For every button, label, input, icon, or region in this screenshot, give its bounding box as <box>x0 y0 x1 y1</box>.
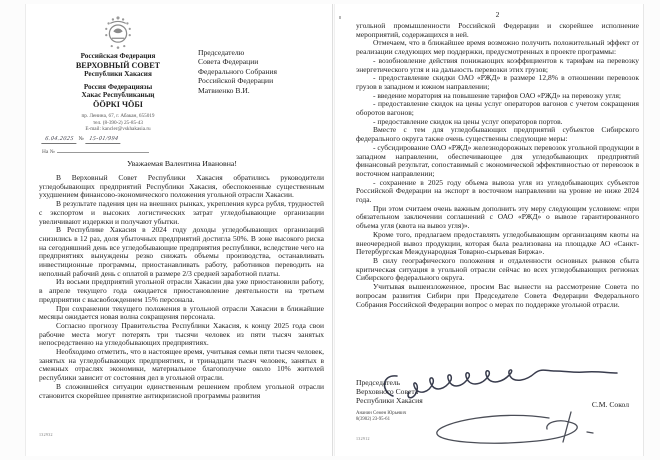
letterhead-org-kh: ӦӦРКІ ЧӦБІ <box>93 99 143 109</box>
reference-blank-line <box>57 147 149 153</box>
signature-scribble-icon <box>379 364 625 406</box>
page1-body <box>39 174 324 400</box>
khakassia-coat-of-arms-icon <box>38 14 198 50</box>
addressee-block <box>198 48 323 95</box>
paragraph: Из восьми предприятий угольной отрасли Хакасии два уже приостановили работу, в апреле текущего года ожидается приостановление деятельности на третьем предприятии с высвобождением 15% персонала. <box>39 277 324 304</box>
letterhead <box>38 14 198 155</box>
scan-artifact <box>339 16 341 19</box>
paragraph: В Верховный Совет Республики Хакасия обратились руководители угледобывающих предприятий Республики Хакасия, обеспокоенные существенным ухудшением финансово-экономического положения угольной отрасли Хакасии. <box>39 173 324 200</box>
letterhead-org: ВЕРХОВНЫЙ СОВЕТ <box>75 60 161 70</box>
letterhead-email: E-mail: kancler@vskhakasia.ru <box>85 126 151 132</box>
paragraph: В Республике Хакасия в 2024 году доходы угледобывающих организаций снизились в 12 раз, доля убыточных предприятий достигла 50%. В зоне высокого риска на сегодняшний день все угледобывающие предприятия республики, вследствие чего на предприятиях вынуждены резко снижать объемы производства, останавливать инвестиционные программы, приостанавливать работу, работников переводить на неполный рабочий день с оплатой в размере 2/3 средней заработной платы. <box>39 225 324 278</box>
paragraph: угольной промышленности Российской Федерации и скорейшее исполнение мероприятий, содержащихся в ней. <box>356 21 639 39</box>
paragraph: Учитывая вышеизложенное, просим Вас вынести на рассмотрение Совета по вопросам развития Сибири при Председателе Совета Федерации Федерального Собрания Российской Федерации вопрос о мерах по поддержке угольной отрасли. <box>356 282 639 309</box>
letter-page-2 <box>334 4 644 456</box>
letterhead-region-kh: Хакас Республиканың <box>81 91 155 100</box>
contact-phone: 8(3902) 23-95-61 <box>356 417 390 422</box>
paragraph: При сохранении текущего положения в угольной отрасли Хакасии в ближайшие месяцы ожидается новая волна сокращения персонала. <box>39 303 324 322</box>
addressee-name: Матвиенко В.И. <box>198 85 250 95</box>
outgoing-number-row <box>38 136 198 144</box>
contact-block <box>356 411 406 423</box>
paragraph: В силу географического положения и отдаленности основных рынков сбыта критическая ситуация в угольной отрасли сейчас во всех угледобывающих регионах Сибирского федерального округа. <box>356 255 639 283</box>
paragraph: Вместе с тем для угледобывающих предприятий субъектов Сибирского федерального округа также очень существенны следующие меры: <box>356 125 639 144</box>
salutation: Уважаемая Валентина Ивановна! <box>127 159 237 168</box>
letterhead-country: Российская Федерация <box>80 52 156 60</box>
reference-label: На № <box>42 149 55 156</box>
signer-title-line: Республики Хакасия <box>356 396 423 406</box>
list-item: - субсидирование ОАО «РЖД» железнодорожных перевозок угольной продукции в западном направлении, обеспечивающее для угледобывающих предприятий финансовый результат, сопоставимый с экономической эффективностью от перевозок в восточном направлении; <box>356 142 639 178</box>
letter-page-1 <box>25 4 333 456</box>
list-item: - сохранение в 2025 году объема вывоза угля из угледобывающих субъектов Российской Федерации на экспорт в восточном направлении на уровне не ниже 2024 года. <box>356 177 639 205</box>
reference-number-row <box>38 147 198 155</box>
page-number: 2 <box>495 10 500 19</box>
list-item: - возобновление действия понижающих коэффициентов к тарифам на перевозку энергетического угля и на дальность перевозки этих грузов; <box>356 55 639 74</box>
page2-footer-code: 132912 <box>356 436 370 441</box>
addressee-line: Федерального Собрания <box>198 66 277 76</box>
number-sign: № <box>78 136 84 143</box>
page1-footer-code: 132932 <box>39 432 53 437</box>
paragraph: При этом считаем очень важным дополнить эту меру следующим условием: «при обязательном заключении соглашений с ОАО «РЖД» о вывозе гарантированного объема угля (квота на вывоз угля)». <box>356 203 639 231</box>
addressee-line: Председателю <box>198 48 245 57</box>
list-item: - предоставление скидок на цены услуг операторов вагонов с учетом сокращения оборотов вагонов; <box>356 99 639 118</box>
page2-body <box>356 22 639 309</box>
signer-title-line: Председатель <box>356 378 401 387</box>
contact-name: Ананин Семен Юрьевич <box>356 411 407 416</box>
paragraph: Отмечаем, что в ближайшее время возможно получить положительный эффект от реализации следующих мер поддержки, предусмотренных в проекте программы: <box>356 38 639 57</box>
signature-scribble-2-icon <box>429 410 599 450</box>
letterhead-address: пр. Ленина, 67, г. Абакан, 655019 <box>81 113 155 120</box>
paragraph: Кроме того, предлагаем предоставлять угледобывающим организациям квоты на внеочередной вывоз продукции, которая была реализована на площадке АО «Санкт-Петербургская Международная Товарно-сырьевая Биржа». <box>356 229 639 257</box>
list-item: - предоставление скидок на цены услуг операторов портов. <box>373 116 563 126</box>
paragraph: Согласно прогнозу Правительства Республики Хакасия, к концу 2025 года свои рабочие места могут потерять три тысячи человек из пяти тысяч занятых непосредственно на угледобывающих предприятиях. <box>39 320 324 348</box>
paragraph: В результате падения цен на внешних рынках, укрепления курса рубля, трудностей с экспортом и высоких логистических затрат угледобывающие организации увеличивают издержки и получают убытки. <box>39 199 324 226</box>
list-item: - предоставление скидки ОАО «РЖД» в размере 12,8% в отношении перевозок грузов в западном и южном направлении; <box>356 73 639 91</box>
paragraph: Необходимо отметить, что в настоящее время, учитывая семьи пяти тысяч человек, занятых на угледобывающих предприятиях, и тринадцати тысяч человек, занятых в смежных отраслях экономики, материальное благополучие около 10% жителей республики зависит от состояния дел в угольной отрасли. <box>39 347 324 383</box>
addressee-line: Совета Федерации <box>198 57 259 67</box>
letterhead-phone: тел. (8-390-2) 25-85-43 <box>93 119 143 126</box>
outgoing-date-handwritten: 6.04.2025 <box>41 136 77 144</box>
signer-title-line: Верховного Совета <box>356 387 419 397</box>
list-item: - введение моратория на повышение тарифов ОАО «РЖД» на перевозку угля; <box>373 90 622 100</box>
outgoing-number-handwritten: 15-01/994 <box>85 136 122 144</box>
letterhead-country-kh: Россия Федерациязы <box>83 82 153 91</box>
paragraph: В сложившейся ситуации единственным решением проблем угольной отрасли становится скорейшее принятие антикризисной программы развития <box>39 381 324 400</box>
letterhead-region: Республики Хакасия <box>84 70 152 78</box>
addressee-line: Российской Федерации <box>198 76 274 86</box>
signer-name: С.М. Сокол <box>591 400 629 409</box>
